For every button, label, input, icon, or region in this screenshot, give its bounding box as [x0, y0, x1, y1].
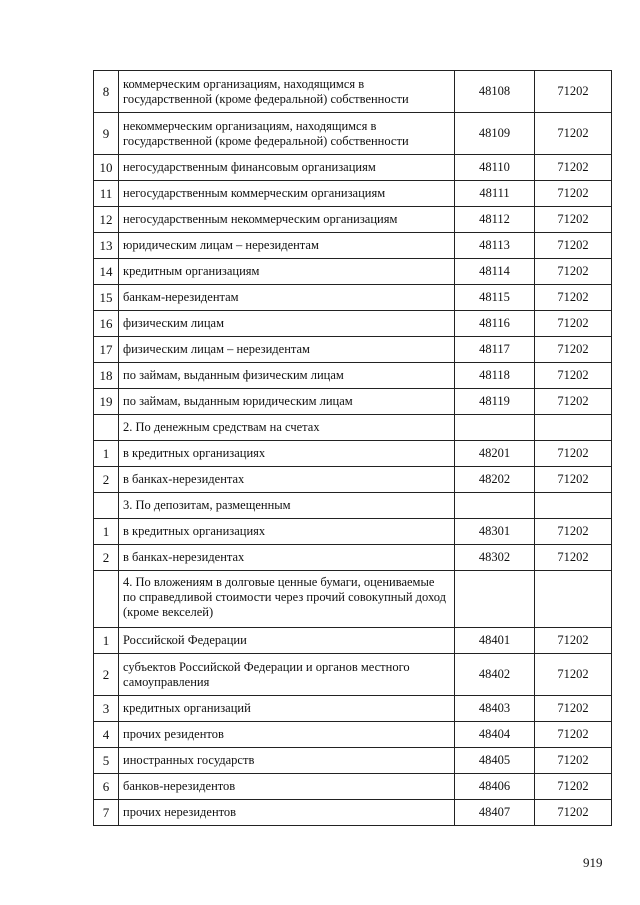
account-code: 48109	[455, 113, 535, 155]
row-description: субъектов Российской Федерации и органов местного самоуправления	[119, 654, 455, 696]
account-code: 48118	[455, 363, 535, 389]
table-row	[94, 337, 612, 363]
row-number: 2	[94, 654, 119, 696]
table-row	[94, 628, 612, 654]
row-number: 9	[94, 113, 119, 155]
row-description: в кредитных организациях	[119, 519, 455, 545]
account-code: 48202	[455, 467, 535, 493]
row-number: 12	[94, 207, 119, 233]
account-code: 48403	[455, 696, 535, 722]
row-number: 13	[94, 233, 119, 259]
symbol-code: 71202	[535, 696, 612, 722]
table-row	[94, 722, 612, 748]
table-row	[94, 207, 612, 233]
table-row	[94, 467, 612, 493]
row-number: 19	[94, 389, 119, 415]
row-description: негосударственным финансовым организациям	[119, 155, 455, 181]
account-code: 48405	[455, 748, 535, 774]
row-description: банков-нерезидентов	[119, 774, 455, 800]
row-number: 16	[94, 311, 119, 337]
row-number: 2	[94, 467, 119, 493]
table-row	[94, 654, 612, 696]
row-number: 8	[94, 71, 119, 113]
section-row	[94, 571, 612, 628]
section-row	[94, 415, 612, 441]
symbol-code: 71202	[535, 748, 612, 774]
account-code: 48401	[455, 628, 535, 654]
symbol-code: 71202	[535, 71, 612, 113]
row-number-cell	[94, 415, 119, 441]
row-number: 2	[94, 545, 119, 571]
account-code: 48111	[455, 181, 535, 207]
table-row	[94, 113, 612, 155]
account-code: 48117	[455, 337, 535, 363]
account-code: 48116	[455, 311, 535, 337]
row-description: прочих нерезидентов	[119, 800, 455, 826]
symbol-code: 71202	[535, 441, 612, 467]
symbol-code-cell	[535, 571, 612, 628]
row-description: Российской Федерации	[119, 628, 455, 654]
row-number: 6	[94, 774, 119, 800]
row-description: по займам, выданным юридическим лицам	[119, 389, 455, 415]
symbol-code: 71202	[535, 545, 612, 571]
accounts-table-body	[94, 71, 612, 826]
row-number: 17	[94, 337, 119, 363]
row-number-cell	[94, 493, 119, 519]
table-row	[94, 71, 612, 113]
account-code: 48407	[455, 800, 535, 826]
row-description: в кредитных организациях	[119, 441, 455, 467]
row-description: физическим лицам – нерезидентам	[119, 337, 455, 363]
table-row	[94, 800, 612, 826]
row-description: негосударственным некоммерческим организациям	[119, 207, 455, 233]
row-description: физическим лицам	[119, 311, 455, 337]
account-code-cell	[455, 415, 535, 441]
row-description: по займам, выданным физическим лицам	[119, 363, 455, 389]
row-description: кредитным организациям	[119, 259, 455, 285]
row-description: в банках-нерезидентах	[119, 545, 455, 571]
table-row	[94, 233, 612, 259]
table-row	[94, 545, 612, 571]
row-number: 5	[94, 748, 119, 774]
account-code: 48113	[455, 233, 535, 259]
symbol-code: 71202	[535, 233, 612, 259]
row-number: 15	[94, 285, 119, 311]
page-number: 919	[583, 855, 603, 870]
table-row	[94, 389, 612, 415]
account-code: 48402	[455, 654, 535, 696]
row-description: банкам-нерезидентам	[119, 285, 455, 311]
row-number: 1	[94, 628, 119, 654]
row-description: юридическим лицам – нерезидентам	[119, 233, 455, 259]
row-number: 10	[94, 155, 119, 181]
row-description: кредитных организаций	[119, 696, 455, 722]
table-row	[94, 181, 612, 207]
account-code-cell	[455, 493, 535, 519]
row-description: иностранных государств	[119, 748, 455, 774]
symbol-code: 71202	[535, 467, 612, 493]
table-row	[94, 259, 612, 285]
symbol-code: 71202	[535, 155, 612, 181]
symbol-code: 71202	[535, 181, 612, 207]
symbol-code: 71202	[535, 363, 612, 389]
table-row	[94, 748, 612, 774]
account-code-cell	[455, 571, 535, 628]
row-description: коммерческим организациям, находящимся в государственной (кроме федеральной) собственности	[119, 71, 455, 113]
symbol-code: 71202	[535, 722, 612, 748]
row-number: 3	[94, 696, 119, 722]
symbol-code: 71202	[535, 800, 612, 826]
table-row	[94, 519, 612, 545]
symbol-code: 71202	[535, 207, 612, 233]
symbol-code: 71202	[535, 337, 612, 363]
account-code: 48404	[455, 722, 535, 748]
table-row	[94, 363, 612, 389]
table-row	[94, 774, 612, 800]
table-row	[94, 441, 612, 467]
account-code: 48115	[455, 285, 535, 311]
row-number: 18	[94, 363, 119, 389]
symbol-code: 71202	[535, 259, 612, 285]
account-code: 48301	[455, 519, 535, 545]
accounts-table	[93, 70, 612, 826]
symbol-code: 71202	[535, 628, 612, 654]
row-number: 11	[94, 181, 119, 207]
row-description: негосударственным коммерческим организациям	[119, 181, 455, 207]
account-code: 48406	[455, 774, 535, 800]
symbol-code-cell	[535, 493, 612, 519]
symbol-code: 71202	[535, 389, 612, 415]
row-number: 1	[94, 441, 119, 467]
symbol-code: 71202	[535, 311, 612, 337]
row-number: 4	[94, 722, 119, 748]
symbol-code: 71202	[535, 519, 612, 545]
account-code: 48110	[455, 155, 535, 181]
section-row	[94, 493, 612, 519]
section-heading: 2. По денежным средствам на счетах	[119, 415, 455, 441]
table-row	[94, 285, 612, 311]
section-heading: 3. По депозитам, размещенным	[119, 493, 455, 519]
account-code: 48119	[455, 389, 535, 415]
symbol-code: 71202	[535, 774, 612, 800]
table-row	[94, 696, 612, 722]
account-code: 48108	[455, 71, 535, 113]
table-row	[94, 155, 612, 181]
symbol-code: 71202	[535, 285, 612, 311]
row-description: в банках-нерезидентах	[119, 467, 455, 493]
row-number-cell	[94, 571, 119, 628]
account-code: 48112	[455, 207, 535, 233]
account-code: 48114	[455, 259, 535, 285]
row-description: прочих резидентов	[119, 722, 455, 748]
row-description: некоммерческим организациям, находящимся в государственной (кроме федеральной) собственности	[119, 113, 455, 155]
account-code: 48302	[455, 545, 535, 571]
section-heading: 4. По вложениям в долговые ценные бумаги, оцениваемые по справедливой стоимости через прочий совокупный доход (кроме векселей)	[119, 571, 455, 628]
table-row	[94, 311, 612, 337]
symbol-code: 71202	[535, 113, 612, 155]
symbol-code-cell	[535, 415, 612, 441]
row-number: 1	[94, 519, 119, 545]
row-number: 14	[94, 259, 119, 285]
account-code: 48201	[455, 441, 535, 467]
row-number: 7	[94, 800, 119, 826]
symbol-code: 71202	[535, 654, 612, 696]
